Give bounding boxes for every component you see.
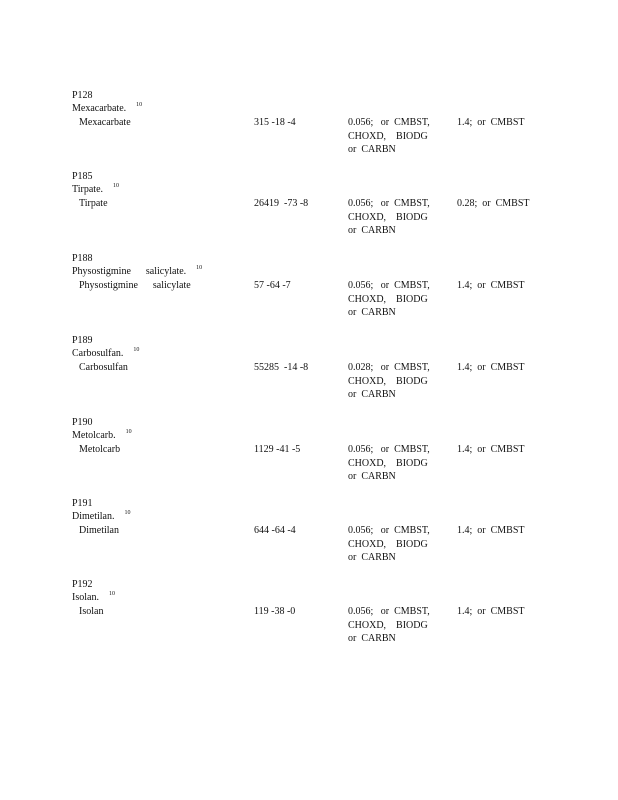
waste-entry-p189 <box>0 334 618 414</box>
waste-code: P190 <box>72 417 93 428</box>
waste-name-text: Metolcarb. <box>72 430 116 441</box>
regulated-constituent: Metolcarb <box>79 444 121 455</box>
waste-code: P192 <box>72 579 93 590</box>
waste-entry-p128 <box>0 89 618 169</box>
wastewater-line: 0.056; or CMBST, <box>348 198 430 209</box>
wastewater-standard <box>348 279 448 320</box>
wastewater-standard <box>348 605 448 646</box>
waste-entry-p190 <box>0 416 618 496</box>
waste-name-text: Carbosulfan. <box>72 348 124 359</box>
footnote-marker: 10 <box>108 591 115 597</box>
wastewater-line: or CARBN <box>348 144 396 155</box>
wastewater-line: or CARBN <box>348 225 396 236</box>
waste-entry-p191 <box>0 497 618 577</box>
footnote-marker: 10 <box>133 347 140 353</box>
cas-number: 26419 -73 -8 <box>254 198 309 209</box>
regulated-constituent: Dimetilan <box>79 525 119 536</box>
waste-code: P185 <box>72 171 93 182</box>
regulated-constituent: Physostigmine salicylate <box>79 280 191 291</box>
waste-name-text: Tirpate. <box>72 184 104 195</box>
cas-number: 1129 -41 -5 <box>254 444 301 455</box>
regulated-constituent: Tirpate <box>79 198 108 209</box>
nonwastewater-standard: 1.4; or CMBST <box>457 117 525 128</box>
wastewater-line: CHOXD, BIODG <box>348 293 428 305</box>
wastewater-line: CHOXD, BIODG <box>348 619 428 631</box>
footnote-marker: 10 <box>124 510 131 516</box>
nonwastewater-standard: 1.4; or CMBST <box>457 525 525 536</box>
wastewater-standard <box>348 197 448 238</box>
wastewater-line: 0.056; or CMBST, <box>348 280 430 291</box>
nonwastewater-standard: 1.4; or CMBST <box>457 280 525 291</box>
waste-entry-p188 <box>0 252 618 332</box>
footnote-marker: 10 <box>196 265 203 271</box>
wastewater-line: 0.056; or CMBST, <box>348 444 430 455</box>
regulated-constituent: Isolan <box>79 606 104 617</box>
wastewater-line: or CARBN <box>348 471 396 482</box>
cas-number: 644 -64 -4 <box>254 525 296 536</box>
wastewater-standard <box>348 443 448 484</box>
nonwastewater-standard: 1.4; or CMBST <box>457 362 525 373</box>
waste-code: P189 <box>72 335 93 346</box>
wastewater-line: CHOXD, BIODG <box>348 130 428 142</box>
wastewater-line: CHOXD, BIODG <box>348 538 428 550</box>
nonwastewater-standard: 1.4; or CMBST <box>457 606 525 617</box>
waste-code: P128 <box>72 90 93 101</box>
wastewater-line: CHOXD, BIODG <box>348 211 428 223</box>
cas-number: 119 -38 -0 <box>254 606 296 617</box>
waste-code: P191 <box>72 498 93 509</box>
wastewater-line: 0.028; or CMBST, <box>348 362 430 373</box>
waste-name-text: Dimetilan. <box>72 511 115 522</box>
nonwastewater-standard: 0.28; or CMBST <box>457 198 530 209</box>
wastewater-standard <box>348 361 448 402</box>
wastewater-line: or CARBN <box>348 552 396 563</box>
wastewater-line: or CARBN <box>348 633 396 644</box>
waste-code: P188 <box>72 253 93 264</box>
waste-entry-p185 <box>0 170 618 250</box>
wastewater-line: 0.056; or CMBST, <box>348 117 430 128</box>
regulated-constituent: Mexacarbate <box>79 117 131 128</box>
nonwastewater-standard: 1.4; or CMBST <box>457 444 525 455</box>
wastewater-standard <box>348 116 448 157</box>
cas-number: 57 -64 -7 <box>254 280 291 291</box>
footnote-marker: 10 <box>125 429 132 435</box>
wastewater-line: or CARBN <box>348 307 396 318</box>
wastewater-standard <box>348 524 448 565</box>
footnote-marker: 10 <box>136 102 143 108</box>
waste-name-text: Physostigmine salicylate. <box>72 266 187 277</box>
wastewater-line: 0.056; or CMBST, <box>348 525 430 536</box>
cas-number: 55285 -14 -8 <box>254 362 309 373</box>
wastewater-line: 0.056; or CMBST, <box>348 606 430 617</box>
waste-entry-p192 <box>0 578 618 658</box>
wastewater-line: or CARBN <box>348 389 396 400</box>
waste-name-text: Isolan. <box>72 592 99 603</box>
cas-number: 315 -18 -4 <box>254 117 296 128</box>
wastewater-line: CHOXD, BIODG <box>348 457 428 469</box>
wastewater-line: CHOXD, BIODG <box>348 375 428 387</box>
waste-name-text: Mexacarbate. <box>72 103 127 114</box>
regulated-constituent: Carbosulfan <box>79 362 128 373</box>
footnote-marker: 10 <box>113 183 120 189</box>
